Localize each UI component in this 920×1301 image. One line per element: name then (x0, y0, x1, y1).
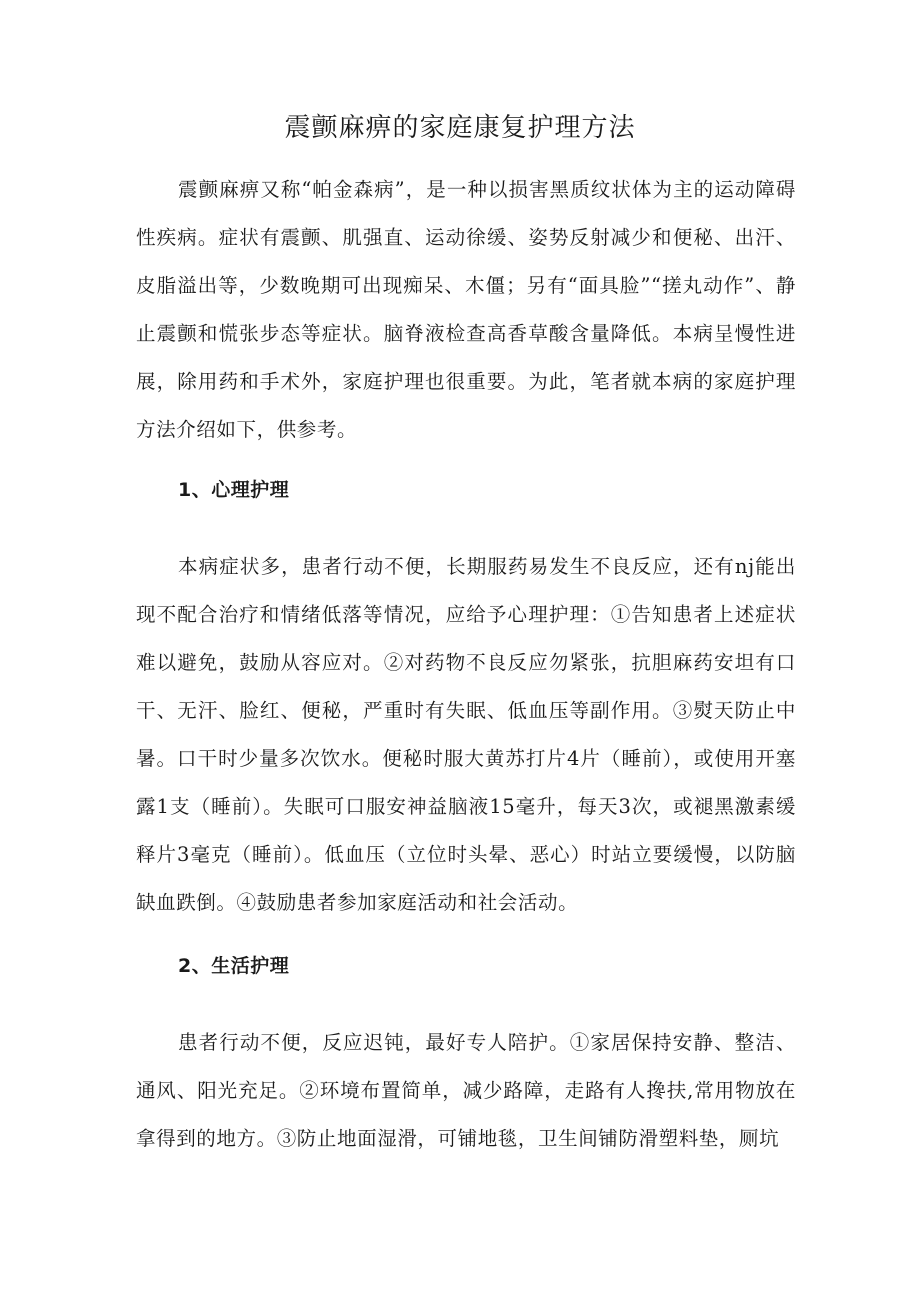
section-body-daily-life-care: 患者行动不便，反应迟钝，最好专人陪护。①家居保持安静、整洁、通风、阳光充足。②环境布置简单，减少路障，走路有人搀扶,常用物放在拿得到的地方。③防止地面湿滑，可铺地毯，卫生间铺防滑塑料垫，厕坑 (136, 1031, 796, 1150)
section-body-psychological-care: 本病症状多，患者行动不便，长期服药易发生不良反应，还有nj能出现不配合治疗和情绪低落等情况，应给予心理护理：①告知患者上述症状难以避免，鼓励从容应对。②对药物不良反应勿紧张，抗胆麻药安坦有口干、无汗、脸红、便秘，严重时有失眠、低血压等副作用。③熨天防止中暑。口干时少量多次饮水。便秘时服大黄苏打片4片（睡前），或使用开塞露1支（睡前）。失眠可口服安神益脑液15毫升，每天3次，或褪黑激素缓释片3毫克（睡前）。低血压（立位时头晕、恶心）时站立要缓慢，以防脑缺血跌倒。④鼓励患者参加家庭活动和社会活动。 (136, 555, 796, 914)
intro-paragraph: 震颤麻痹又称“帕金森病”，是一种以损害黑质纹状体为主的运动障碍性疾病。症状有震颤、肌强直、运动徐缓、姿势反射减少和便秘、出汗、皮脂溢出等，少数晚期可出现痴呆、木僵；另有“面具脸”“搓丸动作”、静止震颤和慌张步态等症状。脑脊液检查高香草酸含量降低。本病呈慢性进展，除用药和手术外，家庭护理也很重要。为此，笔者就本病的家庭护理方法介绍如下，供参考。 (136, 178, 796, 441)
section-heading-daily-life-care: 2、生活护理 (178, 955, 290, 977)
document-title: 震颤麻痹的家庭康复护理方法 (284, 113, 636, 143)
section-heading-psychological-care: 1、心理护理 (178, 479, 290, 501)
